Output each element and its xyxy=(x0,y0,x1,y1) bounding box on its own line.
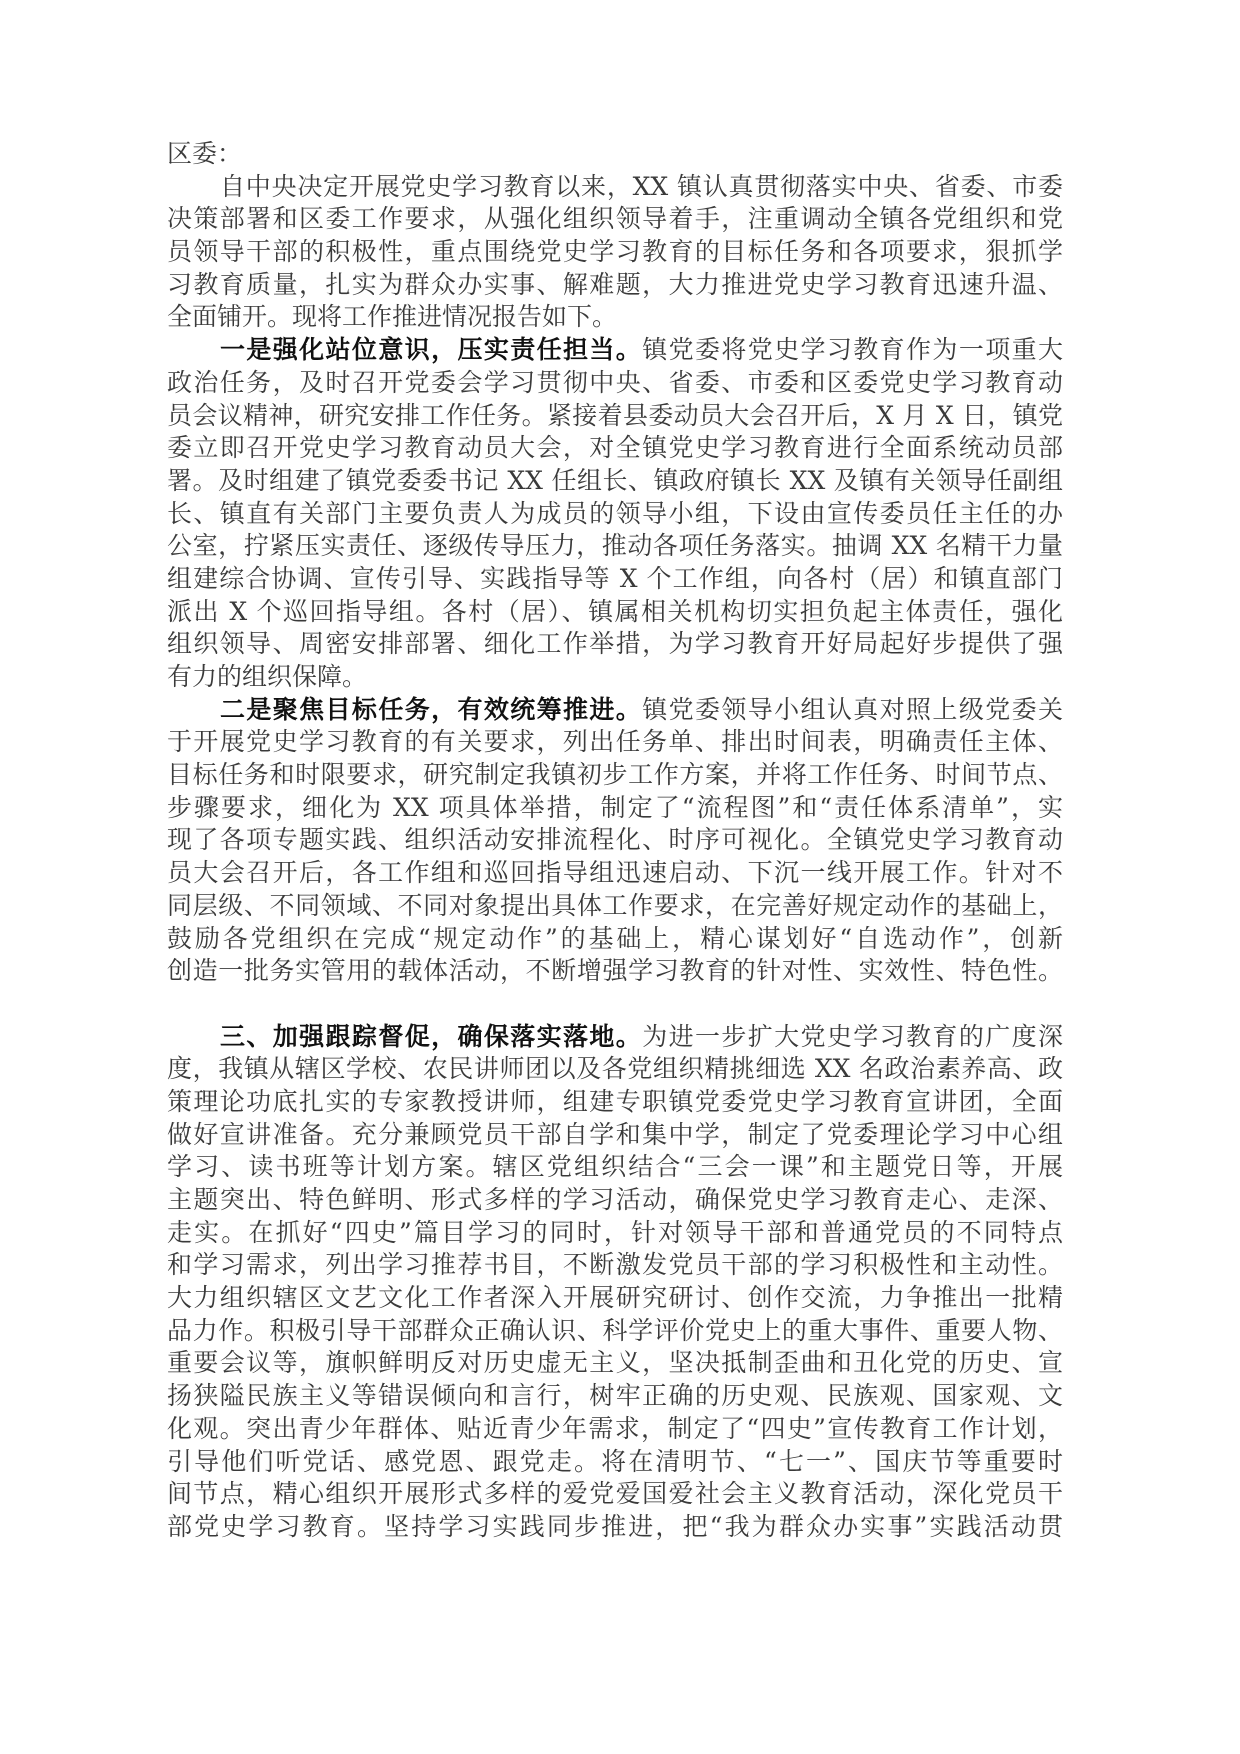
text-line xyxy=(167,857,1063,890)
text-line xyxy=(167,596,1063,629)
text-line xyxy=(167,498,1063,531)
paragraph-2 xyxy=(167,334,1063,694)
blank-line xyxy=(167,988,1063,1021)
line-text: 员大会召开后，各工作组和巡回指导组迅速启动、下沉一线开展工作。针对不 xyxy=(167,858,1063,888)
line-text: 员会议精神，研究安排工作任务。紧接着县委动员大会召开后，X 月 X 日，镇党 xyxy=(167,400,1063,430)
text-line xyxy=(167,1249,1063,1282)
text-line xyxy=(167,1315,1063,1348)
line-text: 自中央决定开展党史学习教育以来，XX 镇认真贯彻落实中央、省委、市委 xyxy=(220,171,1063,201)
text-line xyxy=(167,1053,1063,1086)
line-text: 组建综合协调、宣传引导、实践指导等 X 个工作组，向各村（居）和镇直部门 xyxy=(167,563,1063,593)
text-line xyxy=(167,661,1063,694)
line-text: 化观。突出青少年群体、贴近青少年需求，制定了“四史”宣传教育工作计划， xyxy=(167,1413,1063,1443)
text-line xyxy=(167,563,1063,596)
line-text: 为进一步扩大党史学习教育的广度深 xyxy=(642,1021,1063,1051)
text-line xyxy=(167,1511,1063,1544)
line-text: 决策部署和区委工作要求，从强化组织领导着手，注重调动全镇各党组织和党 xyxy=(167,204,1063,234)
paragraph-heading: 二是聚焦目标任务，有效统筹推进。 xyxy=(220,694,643,724)
line-text: 和学习需求，列出学习推荐书目，不断激发党员干部的学习积极性和主动性。 xyxy=(167,1250,1063,1280)
text-line xyxy=(167,694,1063,727)
text-line xyxy=(167,236,1063,269)
line-text: 主题突出、特色鲜明、形式多样的学习活动，确保党史学习教育走心、走深、 xyxy=(167,1185,1063,1214)
line-text: 有力的组织保障。 xyxy=(167,662,368,691)
text-line xyxy=(167,1380,1063,1413)
text-line xyxy=(167,400,1063,433)
text-line xyxy=(167,203,1063,236)
text-line xyxy=(167,726,1063,759)
text-line xyxy=(167,628,1063,661)
text-line xyxy=(167,432,1063,465)
text-line xyxy=(167,923,1063,956)
line-text: 员领导干部的积极性，重点围绕党史学习教育的目标任务和各项要求，狠抓学 xyxy=(167,237,1063,267)
text-line xyxy=(167,1184,1063,1217)
text-line xyxy=(167,1446,1063,1479)
text-line xyxy=(167,890,1063,923)
line-text: 走实。在抓好“四史”篇目学习的同时，针对领导干部和普通党员的不同特点 xyxy=(167,1217,1063,1247)
salutation: 区委： xyxy=(167,139,243,168)
text-line xyxy=(167,301,1063,334)
text-line xyxy=(167,792,1063,825)
text-line xyxy=(167,759,1063,792)
line-text: 学习、读书班等计划方案。辖区党组织结合“三会一课”和主题党日等，开展 xyxy=(167,1152,1063,1182)
line-text: 全面铺开。现将工作推进情况报告如下。 xyxy=(167,302,618,332)
text-line xyxy=(167,1478,1063,1511)
paragraph-heading: 一是强化站位意识，压实责任担当。 xyxy=(220,335,643,365)
line-text: 公室，拧紧压实责任、逐级传导压力，推动各项任务落实。抽调 XX 名精干力量 xyxy=(167,531,1063,561)
text-line xyxy=(167,465,1063,498)
line-text: 创造一批务实管用的载体活动，不断增强学习教育的针对性、实效性、特色性。 xyxy=(167,956,1063,986)
line-text: 于开展党史学习教育的有关要求，列出任务单、排出时间表，明确责任主体、 xyxy=(167,727,1063,757)
line-text: 镇党委将党史学习教育作为一项重大 xyxy=(642,335,1063,365)
text-line xyxy=(167,1086,1063,1119)
line-text: 部党史学习教育。坚持学习实践同步推进，把“我为群众办实事”实践活动贯 xyxy=(167,1511,1063,1541)
text-line xyxy=(167,1413,1063,1446)
line-text: 扬狭隘民族主义等错误倾向和言行，树牢正确的历史观、民族观、国家观、文 xyxy=(167,1381,1063,1411)
text-line xyxy=(167,334,1063,367)
paragraph-1 xyxy=(167,171,1063,334)
line-text: 政治任务，及时召开党委会学习贯彻中央、省委、市委和区委党史学习教育动 xyxy=(167,367,1063,397)
line-text: 步骤要求，细化为 XX 项具体举措，制定了“流程图”和“责任体系清单”，实 xyxy=(167,792,1063,822)
line-text: 引导他们听党话、感党恩、跟党走。将在清明节、“七一”、国庆节等重要时 xyxy=(167,1446,1063,1476)
text-line xyxy=(167,1021,1063,1054)
line-text: 署。及时组建了镇党委委书记 XX 任组长、镇政府镇长 XX 及镇有关领导任副组 xyxy=(167,465,1063,495)
line-text: 目标任务和时限要求，研究制定我镇初步工作方案，并将工作任务、时间节点、 xyxy=(167,760,1063,790)
text-line xyxy=(167,824,1063,857)
line-text: 镇党委领导小组认真对照上级党委关 xyxy=(642,694,1063,724)
line-text: 策理论功底扎实的专家教授讲师，组建专职镇党委党史学习教育宣讲团，全面 xyxy=(167,1086,1063,1116)
document-body xyxy=(167,138,1063,1544)
line-text: 度，我镇从辖区学校、农民讲师团以及各党组织精挑细选 XX 名政治素养高、政 xyxy=(167,1054,1063,1084)
text-line xyxy=(167,1347,1063,1380)
text-line xyxy=(167,269,1063,302)
line-text: 重要会议等，旗帜鲜明反对历史虚无主义，坚决抵制歪曲和丑化党的历史、宣 xyxy=(167,1348,1063,1378)
text-line xyxy=(167,1217,1063,1250)
line-text: 同层级、不同领域、不同对象提出具体工作要求，在完善好规定动作的基础上， xyxy=(167,890,1063,920)
paragraph-heading: 三、加强跟踪督促，确保落实落地。 xyxy=(220,1021,643,1051)
line-text: 委立即召开党史学习教育动员大会，对全镇党史学习教育进行全面系统动员部 xyxy=(167,433,1063,463)
line-text: 现了各项专题实践、组织活动安排流程化、时序可视化。全镇党史学习教育动 xyxy=(167,825,1063,855)
text-line xyxy=(167,1282,1063,1315)
line-text: 派出 X 个巡回指导组。各村（居）、镇属相关机构切实担负起主体责任，强化 xyxy=(167,596,1063,626)
line-text: 大力组织辖区文艺文化工作者深入开展研究研讨、创作交流，力争推出一批精 xyxy=(167,1283,1063,1313)
line-text: 习教育质量，扎实为群众办实事、解难题，大力推进党史学习教育迅速升温、 xyxy=(167,269,1063,299)
line-text: 品力作。积极引导干部群众正确认识、科学评价党史上的重大事件、重要人物、 xyxy=(167,1315,1063,1345)
line-text: 组织领导、周密安排部署、细化工作举措，为学习教育开好局起好步提供了强 xyxy=(167,629,1063,659)
text-line xyxy=(167,955,1063,988)
line-text: 长、镇直有关部门主要负责人为成员的领导小组，下设由宣传委员任主任的办 xyxy=(167,498,1063,528)
line-text: 间节点，精心组织开展形式多样的爱党爱国爱社会主义教育活动，深化党员干 xyxy=(167,1479,1063,1509)
line-text: 做好宣讲准备。充分兼顾党员干部自学和集中学，制定了党委理论学习中心组 xyxy=(167,1119,1063,1149)
paragraph-3 xyxy=(167,694,1063,988)
text-line xyxy=(167,1119,1063,1152)
text-line xyxy=(167,171,1063,204)
text-line xyxy=(167,530,1063,563)
line-text: 鼓励各党组织在完成“规定动作”的基础上，精心谋划好“自选动作”，创新 xyxy=(167,923,1063,953)
text-line xyxy=(167,367,1063,400)
text-line xyxy=(167,1151,1063,1184)
paragraph-4 xyxy=(167,1021,1063,1544)
